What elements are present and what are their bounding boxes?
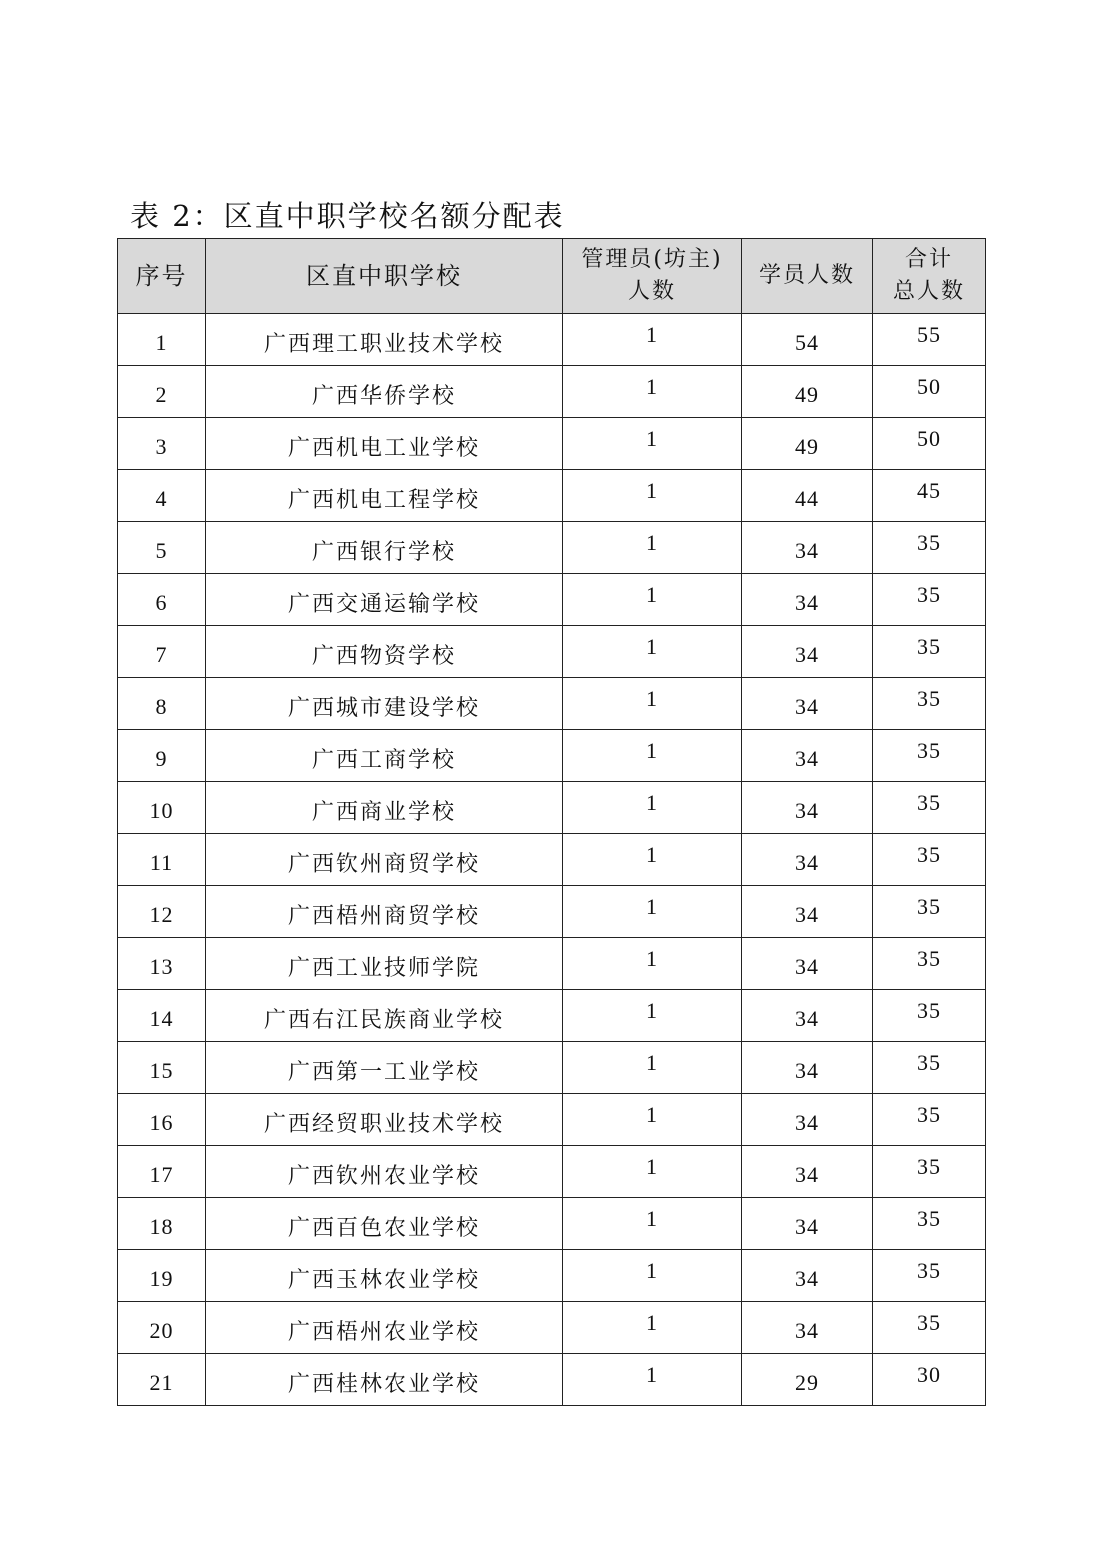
row-student-count: 34 <box>742 1198 873 1250</box>
row-total-count: 35 <box>873 938 986 990</box>
row-school-name: 广西百色农业学校 <box>206 1198 563 1250</box>
row-admin-count: 1 <box>563 1146 742 1198</box>
row-admin-count: 1 <box>563 574 742 626</box>
row-student-count: 34 <box>742 990 873 1042</box>
table-row <box>118 730 986 782</box>
row-index: 20 <box>118 1302 206 1354</box>
row-school-name: 广西梧州商贸学校 <box>206 886 563 938</box>
header-school: 区直中职学校 <box>206 239 563 314</box>
row-admin-count: 1 <box>563 418 742 470</box>
row-admin-count: 1 <box>563 470 742 522</box>
row-student-count: 29 <box>742 1354 873 1406</box>
row-school-name: 广西机电工业学校 <box>206 418 563 470</box>
table-row <box>118 990 986 1042</box>
row-admin-count: 1 <box>563 314 742 366</box>
row-student-count: 34 <box>742 1250 873 1302</box>
row-school-name: 广西玉林农业学校 <box>206 1250 563 1302</box>
row-total-count: 35 <box>873 574 986 626</box>
row-index: 5 <box>118 522 206 574</box>
table-row <box>118 782 986 834</box>
table-row <box>118 1042 986 1094</box>
row-school-name: 广西钦州农业学校 <box>206 1146 563 1198</box>
row-total-count: 35 <box>873 522 986 574</box>
table-row <box>118 1198 986 1250</box>
row-index: 12 <box>118 886 206 938</box>
row-total-count: 35 <box>873 730 986 782</box>
row-total-count: 35 <box>873 1250 986 1302</box>
table-row <box>118 1250 986 1302</box>
quota-table <box>117 238 986 1406</box>
row-index: 3 <box>118 418 206 470</box>
row-student-count: 34 <box>742 1146 873 1198</box>
row-school-name: 广西银行学校 <box>206 522 563 574</box>
row-admin-count: 1 <box>563 1302 742 1354</box>
header-index: 序号 <box>118 239 206 314</box>
row-admin-count: 1 <box>563 990 742 1042</box>
row-total-count: 35 <box>873 678 986 730</box>
row-index: 15 <box>118 1042 206 1094</box>
table-header <box>118 239 986 314</box>
row-student-count: 44 <box>742 470 873 522</box>
row-total-count: 30 <box>873 1354 986 1406</box>
row-admin-count: 1 <box>563 730 742 782</box>
row-school-name: 广西梧州农业学校 <box>206 1302 563 1354</box>
row-total-count: 35 <box>873 990 986 1042</box>
row-school-name: 广西理工职业技术学校 <box>206 314 563 366</box>
table-row <box>118 366 986 418</box>
row-student-count: 34 <box>742 730 873 782</box>
row-admin-count: 1 <box>563 1198 742 1250</box>
row-admin-count: 1 <box>563 782 742 834</box>
row-index: 4 <box>118 470 206 522</box>
row-student-count: 49 <box>742 366 873 418</box>
row-admin-count: 1 <box>563 522 742 574</box>
row-total-count: 35 <box>873 886 986 938</box>
table-row <box>118 470 986 522</box>
header-admin-line1: 管理员(坊主) <box>581 247 723 272</box>
table-row <box>118 1354 986 1406</box>
row-student-count: 34 <box>742 1042 873 1094</box>
header-admin-count <box>563 239 742 314</box>
table-row <box>118 1094 986 1146</box>
row-school-name: 广西桂林农业学校 <box>206 1354 563 1406</box>
row-total-count: 55 <box>873 314 986 366</box>
table-row <box>118 626 986 678</box>
table-row <box>118 522 986 574</box>
table-row <box>118 938 986 990</box>
row-total-count: 35 <box>873 834 986 886</box>
row-school-name: 广西钦州商贸学校 <box>206 834 563 886</box>
header-row <box>118 239 986 314</box>
header-total-count <box>873 239 986 314</box>
row-school-name: 广西工商学校 <box>206 730 563 782</box>
row-student-count: 34 <box>742 938 873 990</box>
table-row <box>118 834 986 886</box>
row-admin-count: 1 <box>563 678 742 730</box>
row-student-count: 34 <box>742 1302 873 1354</box>
header-total-line1: 合计 <box>904 247 953 272</box>
row-school-name: 广西经贸职业技术学校 <box>206 1094 563 1146</box>
row-index: 7 <box>118 626 206 678</box>
row-index: 21 <box>118 1354 206 1406</box>
row-index: 9 <box>118 730 206 782</box>
header-admin-line2: 人数 <box>627 279 676 304</box>
row-total-count: 35 <box>873 1146 986 1198</box>
row-school-name: 广西交通运输学校 <box>206 574 563 626</box>
row-student-count: 34 <box>742 678 873 730</box>
row-total-count: 50 <box>873 418 986 470</box>
row-total-count: 35 <box>873 1042 986 1094</box>
table-row <box>118 574 986 626</box>
table-row <box>118 1146 986 1198</box>
header-student-count: 学员人数 <box>742 239 873 314</box>
row-total-count: 35 <box>873 626 986 678</box>
row-school-name: 广西第一工业学校 <box>206 1042 563 1094</box>
header-total-line2: 总人数 <box>892 279 965 304</box>
row-school-name: 广西机电工程学校 <box>206 470 563 522</box>
row-student-count: 34 <box>742 626 873 678</box>
row-total-count: 35 <box>873 782 986 834</box>
row-school-name: 广西商业学校 <box>206 782 563 834</box>
row-admin-count: 1 <box>563 1094 742 1146</box>
row-total-count: 35 <box>873 1094 986 1146</box>
row-school-name: 广西华侨学校 <box>206 366 563 418</box>
row-admin-count: 1 <box>563 366 742 418</box>
row-total-count: 35 <box>873 1302 986 1354</box>
table-body <box>118 314 986 1406</box>
row-student-count: 34 <box>742 574 873 626</box>
row-student-count: 34 <box>742 782 873 834</box>
row-index: 1 <box>118 314 206 366</box>
table-row <box>118 314 986 366</box>
row-index: 10 <box>118 782 206 834</box>
row-index: 18 <box>118 1198 206 1250</box>
row-student-count: 34 <box>742 886 873 938</box>
table-row <box>118 886 986 938</box>
row-index: 11 <box>118 834 206 886</box>
row-index: 17 <box>118 1146 206 1198</box>
page-title: 表 2：区直中职学校名额分配表 <box>130 199 565 233</box>
table-row <box>118 418 986 470</box>
row-index: 14 <box>118 990 206 1042</box>
row-student-count: 49 <box>742 418 873 470</box>
row-admin-count: 1 <box>563 626 742 678</box>
row-index: 8 <box>118 678 206 730</box>
row-admin-count: 1 <box>563 1042 742 1094</box>
row-admin-count: 1 <box>563 1250 742 1302</box>
row-admin-count: 1 <box>563 886 742 938</box>
row-student-count: 34 <box>742 1094 873 1146</box>
row-school-name: 广西工业技师学院 <box>206 938 563 990</box>
row-index: 19 <box>118 1250 206 1302</box>
row-index: 2 <box>118 366 206 418</box>
row-total-count: 45 <box>873 470 986 522</box>
row-student-count: 34 <box>742 522 873 574</box>
row-school-name: 广西右江民族商业学校 <box>206 990 563 1042</box>
row-admin-count: 1 <box>563 834 742 886</box>
row-school-name: 广西物资学校 <box>206 626 563 678</box>
row-school-name: 广西城市建设学校 <box>206 678 563 730</box>
row-student-count: 54 <box>742 314 873 366</box>
row-index: 13 <box>118 938 206 990</box>
row-total-count: 50 <box>873 366 986 418</box>
table-row <box>118 1302 986 1354</box>
row-student-count: 34 <box>742 834 873 886</box>
table-row <box>118 678 986 730</box>
row-admin-count: 1 <box>563 1354 742 1406</box>
row-total-count: 35 <box>873 1198 986 1250</box>
row-index: 6 <box>118 574 206 626</box>
row-admin-count: 1 <box>563 938 742 990</box>
row-index: 16 <box>118 1094 206 1146</box>
